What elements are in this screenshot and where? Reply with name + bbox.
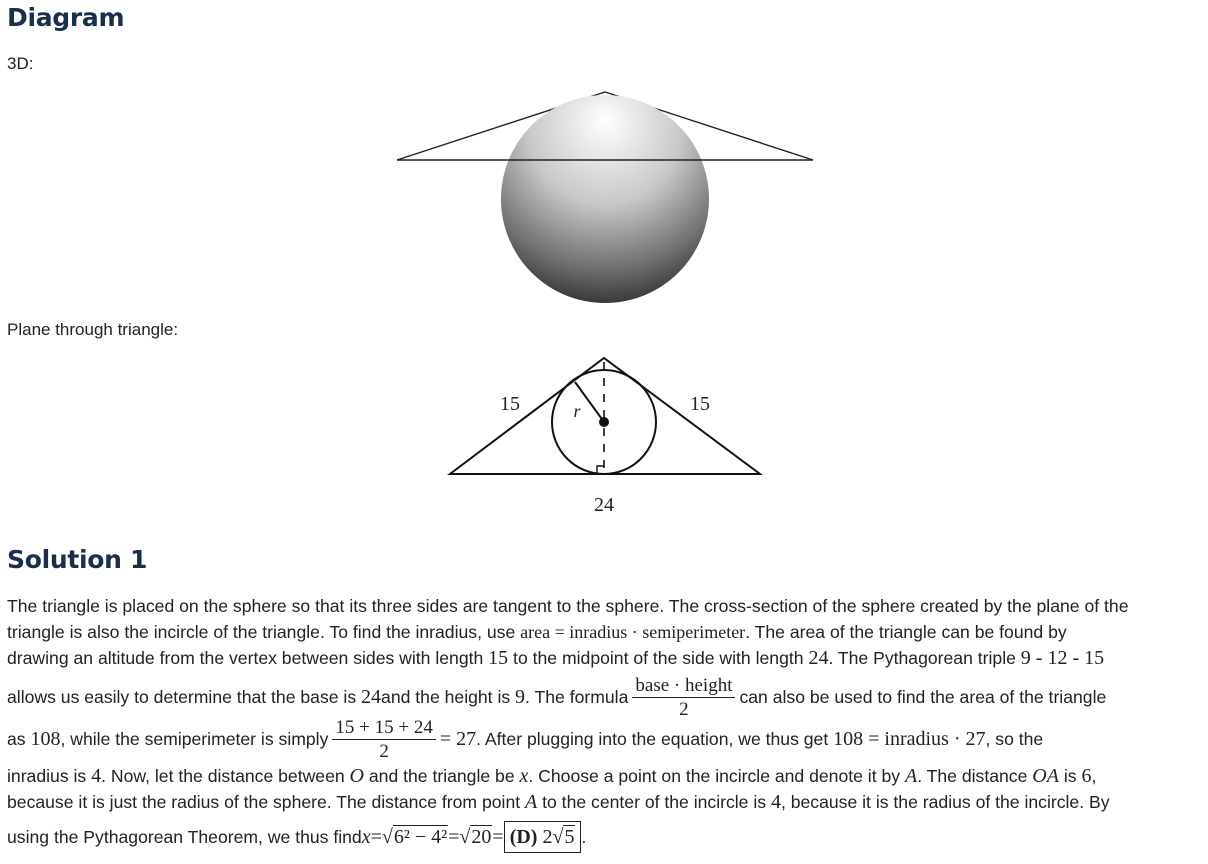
sphere [501, 95, 709, 303]
math: 24 [361, 686, 382, 708]
side-label-left: 15 [500, 393, 520, 415]
numerator: base · height [632, 675, 735, 698]
sqrt-expression: √6² − 4² [381, 826, 448, 848]
answer-choice: (D) [509, 826, 538, 848]
sol-line-2 [7, 619, 1067, 645]
text: to the midpoint of the side with length [508, 648, 809, 668]
fraction-semiperimeter [332, 717, 435, 762]
denominator: 2 [679, 698, 689, 720]
text: . Now, let the distance between [101, 766, 350, 786]
text: drawing an altitude from the vertex between sides with length [7, 648, 489, 668]
sphere-3d-figure [390, 85, 820, 310]
text: , [1091, 766, 1097, 786]
side-label-right: 15 [690, 393, 710, 415]
solution-heading: Solution 1 [7, 545, 148, 574]
label-3d: 3D: [7, 54, 34, 73]
text: is [1058, 766, 1082, 786]
text: and the height is [381, 687, 511, 707]
sqrt-20: √20 [459, 826, 492, 848]
math: 15 [488, 647, 509, 669]
denominator: 2 [379, 740, 389, 762]
text: . The distance [917, 766, 1033, 786]
numerator: 15 + 15 + 24 [332, 717, 435, 740]
base-label: 24 [594, 494, 614, 516]
text: . After plugging into the equation, we thus get [476, 729, 829, 749]
sol-line-4 [7, 674, 1106, 720]
text: . Choose a point on the incircle and denote it by [528, 766, 905, 786]
text: , because it is the radius of the incircle. By [780, 792, 1110, 812]
math: x [519, 765, 529, 787]
answer-coefficient: 2 [542, 826, 553, 848]
text: . The formula [525, 687, 629, 707]
text: and the triangle be [363, 766, 520, 786]
math: area = inradius · semiperimeter [520, 622, 746, 642]
sol-line-6 [7, 763, 1096, 789]
sqrt-5: √5 [552, 826, 575, 848]
sol-line-8 [7, 818, 586, 856]
text: because it is just the radius of the sphere. The distance from point [7, 792, 526, 812]
math: 9 - 12 - 15 [1020, 647, 1105, 669]
math: O [349, 765, 364, 787]
math: = [492, 826, 504, 848]
math: = 27 [439, 728, 477, 750]
math: 108 [30, 728, 61, 750]
radius-label: r [573, 401, 581, 421]
fraction-area [632, 675, 735, 720]
sol-line-5 [7, 716, 1043, 762]
text: allows us easily to determine that the base is [7, 687, 357, 707]
text: can also be used to find the area of the triangle [739, 687, 1107, 707]
text: to the center of the incircle is [537, 792, 771, 812]
radicand: 20 [471, 826, 492, 848]
sol-line-3 [7, 645, 1104, 671]
text: . The area of the triangle can be found by [745, 622, 1067, 642]
math: 6 [1081, 765, 1092, 787]
text: as [7, 729, 26, 749]
math: = [370, 826, 382, 848]
answer-box [504, 821, 582, 853]
text: using the Pythagorean Theorem, we thus find [7, 827, 362, 847]
text: . The Pythagorean triple [828, 648, 1021, 668]
text: inradius is [7, 766, 92, 786]
cross-section-figure [440, 350, 770, 520]
triangle [450, 358, 760, 474]
text: . [581, 827, 587, 847]
label-plane: Plane through triangle: [7, 320, 179, 339]
sol-line-7 [7, 789, 1110, 815]
math: 4 [770, 791, 781, 813]
text: triangle is also the incircle of the triangle. To find the inradius, use [7, 622, 521, 642]
math: A [525, 791, 538, 813]
sol-line-1 [7, 593, 1128, 619]
text: The triangle is placed on the sphere so that its three sides are tangent to the sphere. The cross-section of the sphere created by the plane of the [7, 596, 1129, 616]
math: 9 [515, 686, 526, 708]
radicand: 6² − 4² [393, 826, 448, 848]
text: , so the [985, 729, 1044, 749]
radicand: 5 [564, 826, 575, 848]
math: OA [1032, 765, 1059, 787]
math: 108 = inradius · 27 [833, 728, 986, 750]
text: , while the semiperimeter is simply [60, 729, 329, 749]
diagram-heading: Diagram [7, 3, 125, 32]
math: A [904, 765, 918, 787]
math: 24 [808, 647, 829, 669]
math: = [448, 826, 460, 848]
math: x [361, 826, 371, 848]
math: 4 [91, 765, 102, 787]
center-point [599, 417, 609, 427]
